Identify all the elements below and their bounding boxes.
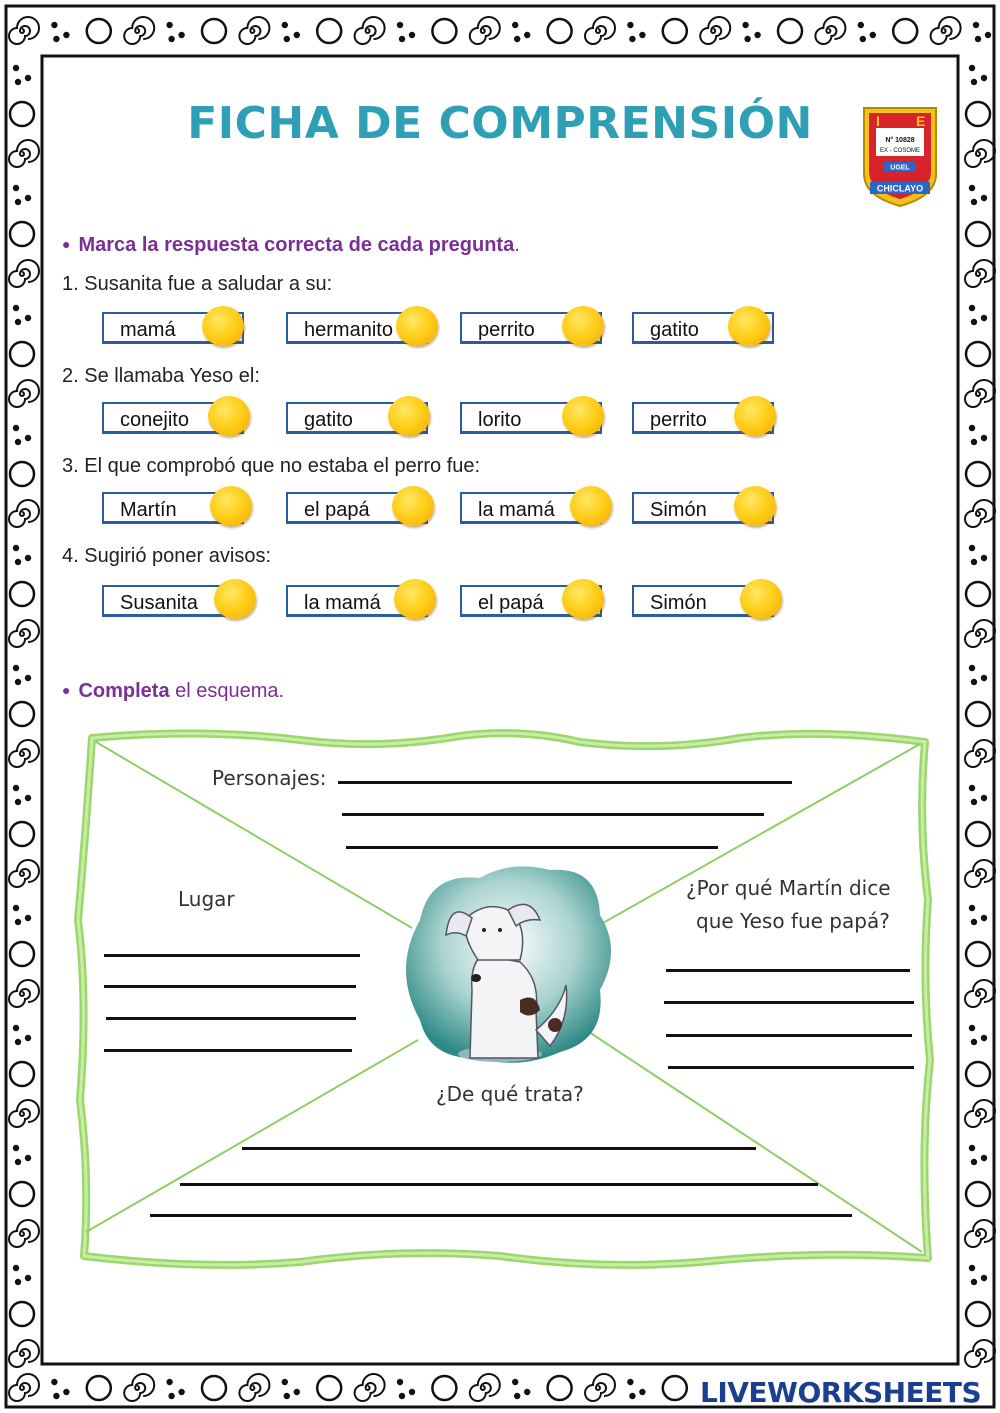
personajes-label: Personajes: [212,766,327,790]
porque-label-line1: ¿Por qué Martín dice [686,876,891,900]
logo-city: CHICLAYO [876,183,924,194]
lugar-answer-line[interactable] [104,985,356,988]
instruction-complete-bold: Completa [78,680,170,702]
trata-answer-line[interactable] [150,1214,852,1217]
logo-number: N° 10828 [885,137,915,144]
answer-option-label: perrito [650,409,707,431]
question-3-text: 3. El que comprobó que no estaba el perro fue: [62,455,481,477]
personajes-answer-line[interactable] [342,813,764,816]
answer-option-label: la mamá [304,592,381,614]
answer-option-label: conejito [120,409,189,431]
question-1-text: 1. Susanita fue a saludar a su: [62,273,333,295]
answer-option-label: gatito [304,409,353,431]
porque-answer-line[interactable] [664,1001,914,1004]
lugar-answer-line[interactable] [104,954,360,957]
instruction-mark-bold: Marca la respuesta correcta de cada pregunta [78,234,515,256]
answer-option-label: gatito [650,319,699,341]
logo-ugel: UGEL [890,164,910,172]
porque-answer-line[interactable] [666,1034,912,1037]
answer-option-label: mamá [120,319,176,341]
answer-option-label: el papá [478,592,544,614]
scheme-diagonal-2 [594,744,920,928]
answer-option-label: Susanita [120,592,198,614]
logo-letter-i: I [876,113,880,129]
dog-illustration [406,866,611,1062]
answer-option-label: hermanito [304,319,393,341]
bullet-icon: ● [62,682,71,698]
lugar-answer-line[interactable] [106,1017,356,1020]
personajes-answer-line[interactable] [338,781,792,784]
answer-option-label: el papá [304,499,370,521]
lugar-label: Lugar [178,887,235,911]
instruction-mark-end: . [514,234,520,256]
scheme-diagonal-4 [586,1030,922,1252]
porque-label-line2: que Yeso fue papá? [696,909,890,933]
logo-sub: EX - COSOME [879,148,921,154]
liveworksheets-logo[interactable]: LIVEWORKSHEETS [700,1376,982,1409]
trata-answer-line[interactable] [180,1183,818,1186]
logo-letter-e: E [916,113,926,129]
answer-option-label: lorito [478,409,522,431]
scheme-diagonal-3 [86,1040,418,1232]
answer-option-label: Simón [650,592,707,614]
answer-option-label: la mamá [478,499,555,521]
trata-label: ¿De qué trata? [436,1082,584,1106]
porque-answer-line[interactable] [668,1066,914,1069]
answer-option-label: Simón [650,499,707,521]
porque-answer-line[interactable] [666,969,910,972]
trata-answer-line[interactable] [242,1147,756,1150]
personajes-answer-line[interactable] [346,846,718,849]
page-title: FICHA DE COMPRENSIÓN [187,98,813,149]
question-4-text: 4. Sugirió poner avisos: [62,545,272,567]
lugar-answer-line[interactable] [104,1049,352,1052]
question-2-text: 2. Se llamaba Yeso el: [62,365,260,387]
bullet-icon: ● [62,236,71,252]
answer-option-label: Martín [120,499,177,521]
answer-option-label: perrito [478,319,535,341]
instruction-complete-rest: el esquema. [169,680,285,702]
